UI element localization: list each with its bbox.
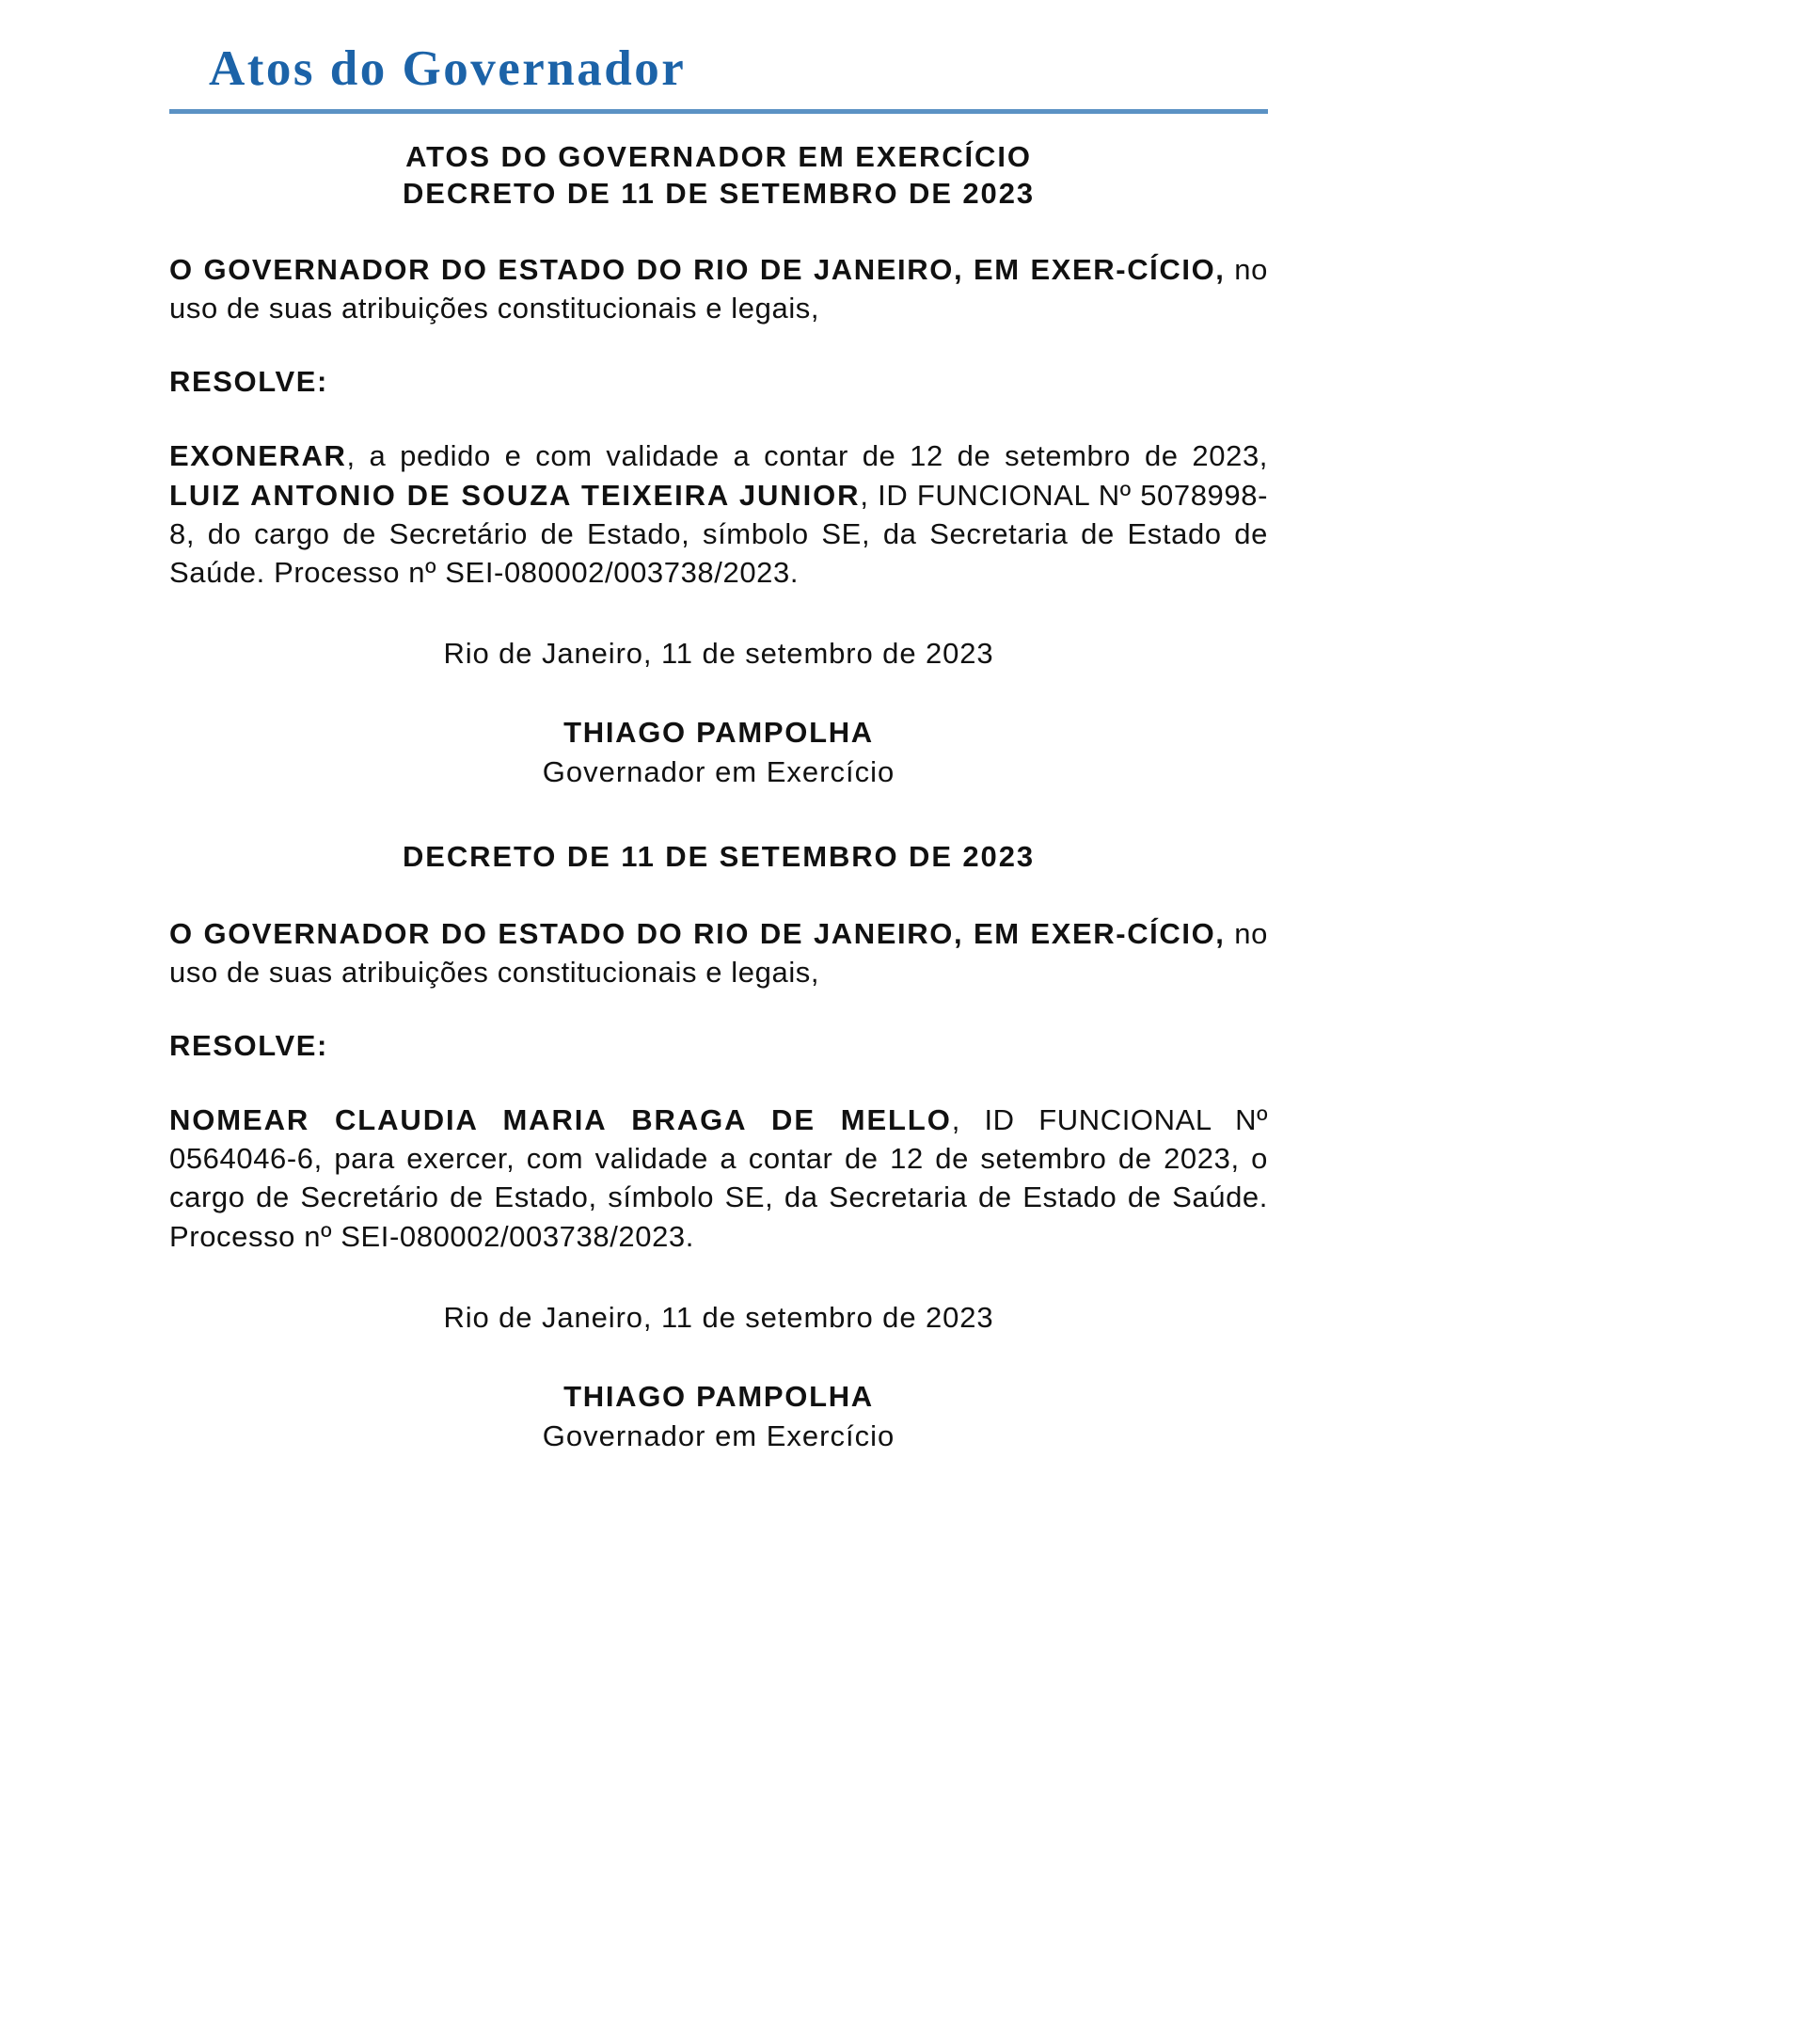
- decree1-resolve-label: RESOLVE:: [169, 365, 328, 399]
- decree2-signature-role: Governador em Exercício: [542, 1418, 895, 1452]
- decree2-preamble: [169, 914, 1268, 991]
- decree1-action-verb: EXONERAR: [169, 439, 347, 473]
- content-column: [169, 0, 1268, 1453]
- decree2-action: [169, 1101, 1268, 1256]
- masthead-title: Atos do Governador: [209, 41, 687, 96]
- document-heading: [169, 138, 1268, 213]
- masthead-divider: [169, 109, 1268, 114]
- decree2-preamble-rest: no uso de suas atribuições constitucionais e legais,: [169, 916, 1268, 989]
- document-heading-line-2: DECRETO DE 11 DE SETEMBRO DE 2023: [403, 177, 1035, 211]
- decree1-preamble-bold-1: O GOVERNADOR DO ESTADO DO RIO DE JANEIRO, EM EXER-: [169, 252, 1128, 286]
- masthead: [169, 0, 1268, 114]
- decree1-signature: [169, 716, 1268, 789]
- decree2-preamble-bold-1: O GOVERNADOR DO ESTADO DO RIO DE JANEIRO, EM EXER-: [169, 916, 1128, 950]
- decree1-preamble-rest: no uso de suas atribuições constitucionais e legais,: [169, 252, 1268, 325]
- decree2-heading: DECRETO DE 11 DE SETEMBRO DE 2023: [403, 840, 1035, 874]
- decree1-person-name: LUIZ ANTONIO DE SOUZA TEIXEIRA JUNIOR: [169, 478, 861, 512]
- decree1-preamble: [169, 250, 1268, 327]
- decree2-place-date: Rio de Janeiro, 11 de setembro de 2023: [443, 1300, 994, 1334]
- decree2-preamble-bold-2: CÍCIO,: [1127, 916, 1226, 950]
- decree1-action-text-1: , a pedido e com validade a contar de 12 de setembro de 2023,: [346, 439, 1268, 473]
- decree1-place-date: Rio de Janeiro, 11 de setembro de 2023: [443, 637, 994, 671]
- decree1-preamble-bold-2: CÍCIO,: [1127, 252, 1226, 286]
- decree2-signature: [169, 1380, 1268, 1453]
- decree2-signature-name: THIAGO PAMPOLHA: [563, 1379, 874, 1413]
- decree2-action-text: , ID FUNCIONAL Nº 0564046-6, para exercer, com validade a contar de 12 de setembro de 2023, o cargo de Secretário de Estado, símbolo SE, da Secretaria de Estado de Saúde. Processo nº SEI-080002/003738/2023.: [169, 1103, 1268, 1253]
- decree1-action-text-2: , ID FUNCIONAL Nº 5078998-8, do cargo de Secretário de Estado, símbolo SE, da Secretaria de Estado de Saúde. Processo nº SEI-080002/003738/2023.: [169, 478, 1268, 590]
- decree2-resolve-label: RESOLVE:: [169, 1029, 328, 1063]
- document-heading-line-1: ATOS DO GOVERNADOR EM EXERCÍCIO: [405, 139, 1032, 173]
- decree1-signature-name: THIAGO PAMPOLHA: [563, 716, 874, 750]
- decree1-signature-role: Governador em Exercício: [542, 755, 895, 789]
- decree1-action: [169, 436, 1268, 592]
- decree2-action-verb-and-name: NOMEAR CLAUDIA MARIA BRAGA DE MELLO: [169, 1103, 952, 1137]
